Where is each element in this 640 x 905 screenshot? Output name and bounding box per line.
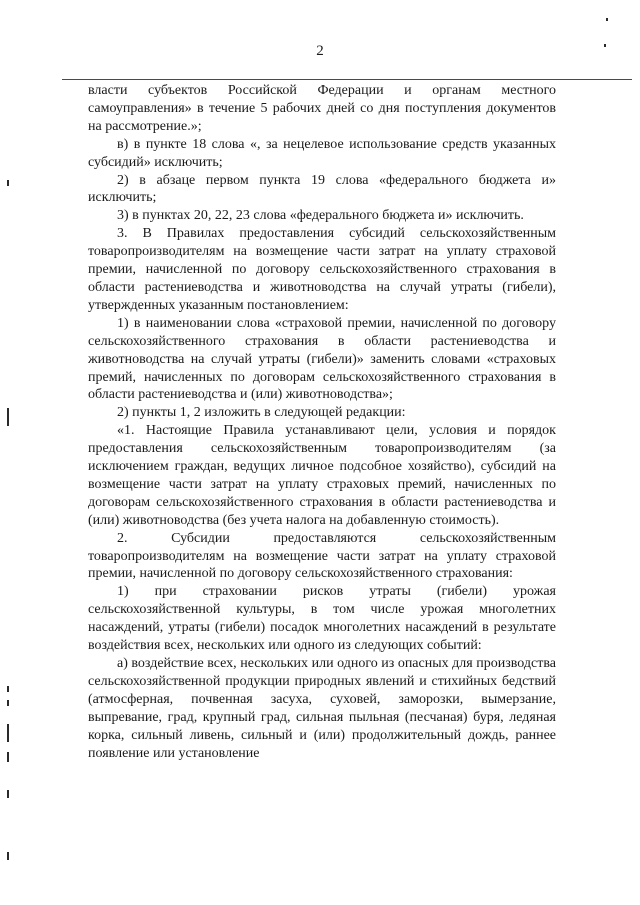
scan-mark (7, 790, 9, 798)
page-number: 2 (316, 43, 324, 59)
document-body (88, 82, 556, 762)
paragraph-rule-2: 2. Субсидии предоставляются сельскохозяйственным товаропроизводителям на возмещение части затрат на уплату страховой премии, начисленной по договору сельскохозяйственного страхования: (88, 530, 556, 582)
paragraph-subitem-1: 1) в наименовании слова «страховой премии, начисленной по договору сельскохозяйственного страхования в области растениеводства и животноводства на случай утраты (гибели)» заменить словами «страховых премий, начисленных по договорам сельскохозяйственного страхования в области растениеводства и (или) животноводства»; (88, 315, 556, 403)
scan-mark (7, 852, 9, 860)
scan-mark (604, 44, 606, 47)
paragraph-rule-1: «1. Настоящие Правила устанавливают цели, условия и порядок предоставления сельскохозяйственным товаропроизводителям (за исключением граждан, ведущих личное подсобное хозяйство), субсидий на возмещение части затрат на уплату страховых премий, начисленных по договорам сельскохозяйственного страхования в области растениеводства и (или) животноводства (без учета налога на добавленную стоимость). (88, 423, 556, 528)
scan-mark (7, 180, 9, 186)
paragraph-rule-2-item-1: 1) при страховании рисков утраты (гибели) урожая сельскохозяйственной культуры, в том числе урожая многолетних насаждений, утраты (гибели) посадок многолетних насаждений в результате воздействия всех, нескольких или одного из следующих событий: (88, 584, 556, 654)
scan-mark (7, 700, 9, 706)
paragraph-continuation: власти субъектов Российской Федерации и органам местного самоуправления» в течение 5 рабочих дней со дня поступления документов на рассмотрение.»; (88, 83, 556, 134)
scan-mark (7, 408, 9, 426)
header-divider (62, 79, 632, 80)
paragraph-section-3: 3. В Правилах предоставления субсидий сельскохозяйственным товаропроизводителям на возмещение части затрат на уплату страховой премии, начисленной по договору сельскохозяйственного страхования в области растениеводства и животноводства на случай утраты (гибели), утвержденных указанным постановлением: (88, 226, 556, 313)
scan-mark (606, 18, 608, 21)
scan-mark (7, 686, 9, 692)
paragraph-item-2: 2) в абзаце первом пункта 19 слова «федерального бюджета и» исключить; (88, 172, 556, 206)
paragraph-rule-2-item-a: а) воздействие всех, нескольких или одного из опасных для производства сельскохозяйственной продукции природных явлений и стихийных бедствий (атмосферная, почвенная засуха, суховей, заморозки, вымерзание, выпревание, град, крупный град, сильная пыльная (песчаная) буря, ледяная корка, сильный ливень, сильный и (или) продолжительный дождь, раннее появление или установление (88, 656, 556, 761)
paragraph-item-v: в) в пункте 18 слова «, за нецелевое использование средств указанных субсидий» исключить; (88, 136, 556, 170)
scan-mark (7, 752, 9, 762)
scan-mark (7, 724, 9, 742)
paragraph-subitem-2: 2) пункты 1, 2 изложить в следующей редакции: (117, 405, 406, 421)
paragraph-item-3: 3) в пунктах 20, 22, 23 слова «федерального бюджета и» исключить. (117, 208, 524, 224)
